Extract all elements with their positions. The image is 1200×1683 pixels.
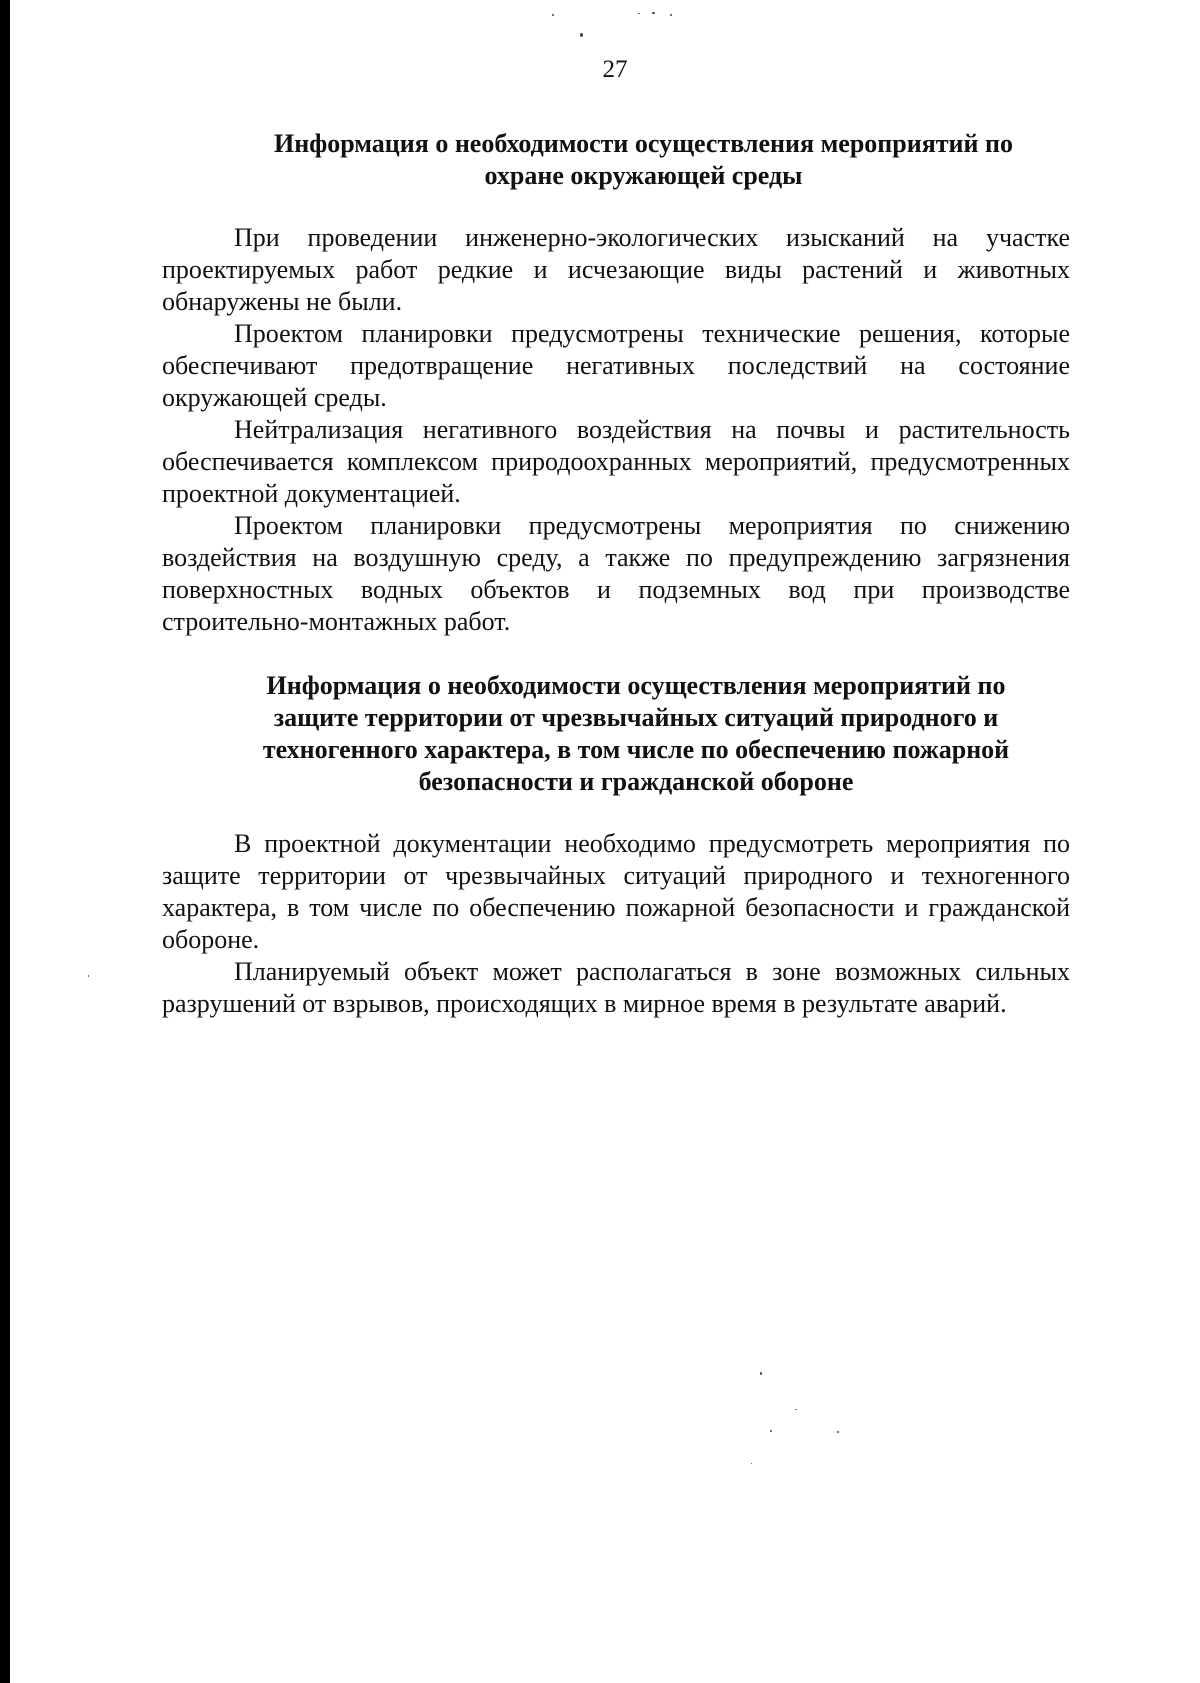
heading-line: охране окружающей среды [484, 161, 803, 190]
section-heading-environment [162, 128, 1070, 192]
section-heading-emergency [162, 670, 1070, 798]
paragraph: Проектом планировки предусмотрены технические решения, которые обеспечивают предотвращение негативных последствий на состояние окружающей среды. [162, 319, 1070, 412]
paragraph: Планируемый объект может располагаться в зоне возможных сильных разрушений от взрывов, происходящих в мирное время в результате аварий. [162, 957, 1070, 1018]
paragraph: Проектом планировки предусмотрены мероприятия по снижению воздействия на воздушную среду, а также по предупреждению загрязнения поверхностных водных объектов и подземных вод при производстве строительно-монтажных работ. [162, 511, 1070, 636]
heading-line: Информация о необходимости осуществления мероприятий по [266, 671, 1006, 700]
heading-line: защите территории от чрезвычайных ситуаций природного и [273, 703, 999, 732]
paragraph: При проведении инженерно-экологических изысканий на участке проектируемых работ редкие и исчезающие виды растений и животных обнаружены не были. [162, 223, 1070, 316]
paragraph: В проектной документации необходимо предусмотреть мероприятия по защите территории от чрезвычайных ситуаций природного и техногенного характера, в том числе по обеспечению пожарной безопасности и гражданской обороне. [162, 829, 1070, 954]
heading-line: техногенного характера, в том числе по обеспечению пожарной [262, 735, 1010, 764]
paragraph: Нейтрализация негативного воздействия на почвы и растительность обеспечивается комплексом природоохранных мероприятий, предусмотренных проектной документацией. [162, 415, 1070, 508]
page-number: 27 [602, 56, 628, 83]
document-body [162, 128, 1070, 1020]
heading-line: Информация о необходимости осуществления мероприятий по [274, 129, 1013, 158]
heading-line: безопасности и гражданской обороне [418, 767, 854, 796]
